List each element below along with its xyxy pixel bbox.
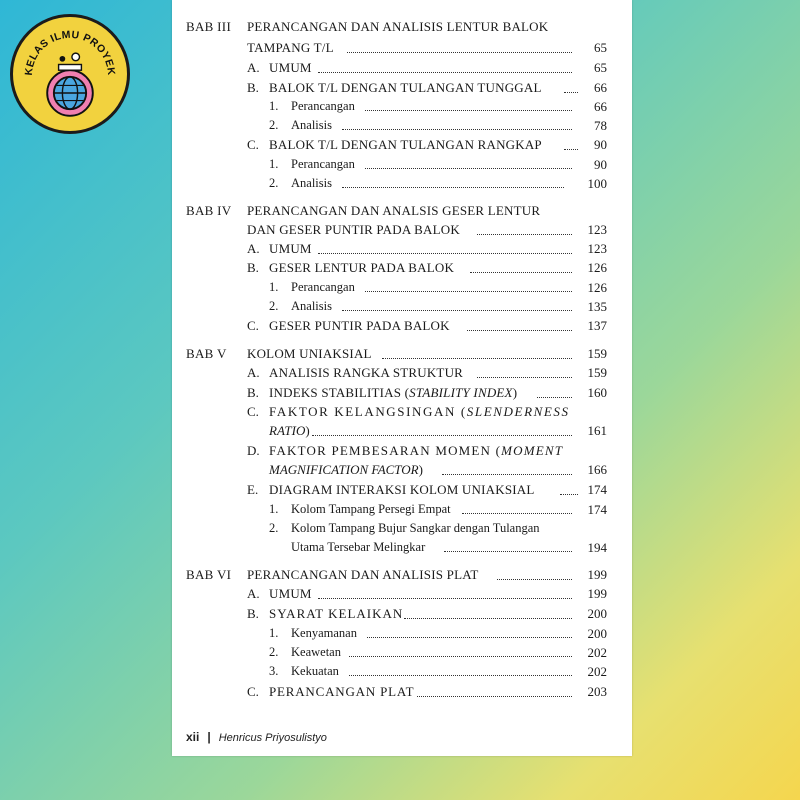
item-title: Analisis <box>291 299 332 313</box>
item-title: Analisis <box>291 118 332 132</box>
section-title: UMUM <box>269 60 312 75</box>
item-number: 1. <box>269 626 279 640</box>
logo-text: KELAS ILMU PROYEK <box>23 29 117 77</box>
page-number: 200 <box>587 626 607 641</box>
item-title: Perancangan <box>291 99 355 113</box>
section-title-cont: RATIO) <box>269 423 310 438</box>
page-number: 65 <box>594 40 607 55</box>
page-number: 135 <box>587 299 607 314</box>
footer-author: Henricus Priyosulistyo <box>218 732 327 744</box>
section-title: BALOK T/L DENGAN TULANGAN RANGKAP <box>269 137 542 152</box>
item-title: Kolom Tampang Bujur Sangkar dengan Tulangan <box>291 521 540 535</box>
item-title: Perancangan <box>291 157 355 171</box>
chapter-label: BAB III <box>186 19 232 34</box>
section-title: FAKTOR KELANGSINGAN (SLENDERNESS <box>269 404 570 419</box>
page-number: 200 <box>587 606 607 621</box>
book-page <box>172 0 632 756</box>
page-number: 166 <box>587 462 607 477</box>
page-number: 100 <box>587 176 607 191</box>
page-number: 126 <box>587 260 607 275</box>
leader-dots <box>342 187 564 188</box>
page-number: 202 <box>587 664 607 679</box>
item-title-cont: Utama Tersebar Melingkar <box>291 540 426 554</box>
section-letter: C. <box>247 137 259 152</box>
page-number: 123 <box>587 222 607 237</box>
leader-dots <box>537 397 572 398</box>
page-number: 199 <box>587 567 607 582</box>
item-title: Kolom Tampang Persegi Empat <box>291 502 451 516</box>
leader-dots <box>365 110 572 111</box>
leader-dots <box>318 598 572 599</box>
section-letter: B. <box>247 385 259 400</box>
item-title: Kekuatan <box>291 664 339 678</box>
section-letter: C. <box>247 684 259 699</box>
page-number: 65 <box>594 60 607 75</box>
item-number: 2. <box>269 176 279 190</box>
section-letter: A. <box>247 241 260 256</box>
leader-dots <box>470 272 572 273</box>
leader-dots <box>497 579 572 580</box>
section-letter: C. <box>247 404 259 419</box>
item-title: Kenyamanan <box>291 626 357 640</box>
footer-page-number: xii <box>186 730 200 744</box>
section-letter: C. <box>247 318 259 333</box>
page-number: 126 <box>587 280 607 295</box>
section-letter: B. <box>247 260 259 275</box>
item-number: 2. <box>269 118 279 132</box>
leader-dots <box>349 656 572 657</box>
leader-dots <box>417 696 572 697</box>
leader-dots <box>467 330 572 331</box>
page-number: 202 <box>587 645 607 660</box>
chapter-title: PERANCANGAN DAN ANALISIS PLAT <box>247 567 479 582</box>
leader-dots <box>444 551 572 552</box>
page-number: 123 <box>587 241 607 256</box>
chapter-label: BAB VI <box>186 567 232 582</box>
leader-dots <box>404 618 572 619</box>
section-title: DIAGRAM INTERAKSI KOLOM UNIAKSIAL <box>269 482 535 497</box>
page-footer <box>186 730 327 744</box>
chapter-title: KOLOM UNIAKSIAL <box>247 346 372 361</box>
chapter-label: BAB IV <box>186 203 232 218</box>
leader-dots <box>312 435 572 436</box>
leader-dots <box>382 358 572 359</box>
chapter-title: PERANCANGAN DAN ANALSIS GESER LENTUR <box>247 203 541 218</box>
section-letter: B. <box>247 80 259 95</box>
section-title: ANALISIS RANGKA STRUKTUR <box>269 365 464 380</box>
chapter-title: PERANCANGAN DAN ANALISIS LENTUR BALOK <box>247 19 549 34</box>
item-number: 1. <box>269 280 279 294</box>
page-number: 90 <box>594 157 607 172</box>
section-letter: A. <box>247 586 260 601</box>
leader-dots <box>347 52 572 53</box>
chapter-title-cont: DAN GESER PUNTIR PADA BALOK <box>247 222 460 237</box>
page-number: 203 <box>587 684 607 699</box>
item-title: Perancangan <box>291 280 355 294</box>
leader-dots <box>560 494 578 495</box>
section-title: UMUM <box>269 586 312 601</box>
page-number: 161 <box>587 423 607 438</box>
page-number: 199 <box>587 586 607 601</box>
chapter-title-cont: TAMPANG T/L <box>247 40 334 55</box>
item-number: 2. <box>269 521 279 535</box>
logo-badge <box>10 14 130 134</box>
leader-dots <box>318 72 572 73</box>
item-number: 2. <box>269 299 279 313</box>
chapter-label: BAB V <box>186 346 227 361</box>
page-number: 194 <box>587 540 607 555</box>
page-number: 159 <box>587 346 607 361</box>
item-number: 1. <box>269 502 279 516</box>
leader-dots <box>318 253 572 254</box>
section-title-cont: MAGNIFICATION FACTOR) <box>269 462 423 477</box>
page-number: 66 <box>594 99 607 114</box>
leader-dots <box>442 474 572 475</box>
leader-dots <box>342 310 572 311</box>
section-letter: A. <box>247 365 260 380</box>
section-title: UMUM <box>269 241 312 256</box>
footer-separator: | <box>207 730 211 744</box>
page-number: 160 <box>587 385 607 400</box>
item-number: 1. <box>269 99 279 113</box>
section-title: GESER LENTUR PADA BALOK <box>269 260 455 275</box>
page-number: 78 <box>594 118 607 133</box>
section-letter: B. <box>247 606 259 621</box>
item-title: Keawetan <box>291 645 341 659</box>
item-title: Analisis <box>291 176 332 190</box>
leader-dots <box>349 675 572 676</box>
page-number: 174 <box>587 482 607 497</box>
globe-icon <box>13 17 127 131</box>
page-number: 90 <box>594 137 607 152</box>
leader-dots <box>367 637 572 638</box>
leader-dots <box>462 513 572 514</box>
section-title: BALOK T/L DENGAN TULANGAN TUNGGAL <box>269 80 542 95</box>
leader-dots <box>365 168 572 169</box>
leader-dots <box>342 129 572 130</box>
section-title: INDEKS STABILITIAS (STABILITY INDEX) <box>269 385 518 400</box>
section-letter: E. <box>247 482 259 497</box>
item-number: 2. <box>269 645 279 659</box>
page-number: 137 <box>587 318 607 333</box>
page-number: 174 <box>587 502 607 517</box>
leader-dots <box>477 234 572 235</box>
leader-dots <box>564 149 578 150</box>
leader-dots <box>365 291 572 292</box>
item-number: 3. <box>269 664 279 678</box>
section-title: FAKTOR PEMBESARAN MOMEN (MOMENT <box>269 443 564 458</box>
leader-dots <box>564 92 578 93</box>
leader-dots <box>477 377 572 378</box>
page-number: 159 <box>587 365 607 380</box>
section-letter: D. <box>247 443 260 458</box>
item-number: 1. <box>269 157 279 171</box>
section-title: GESER PUNTIR PADA BALOK <box>269 318 450 333</box>
section-title: SYARAT KELAIKAN <box>269 606 404 621</box>
section-title: PERANCANGAN PLAT <box>269 684 415 699</box>
page-number: 66 <box>594 80 607 95</box>
section-letter: A. <box>247 60 260 75</box>
